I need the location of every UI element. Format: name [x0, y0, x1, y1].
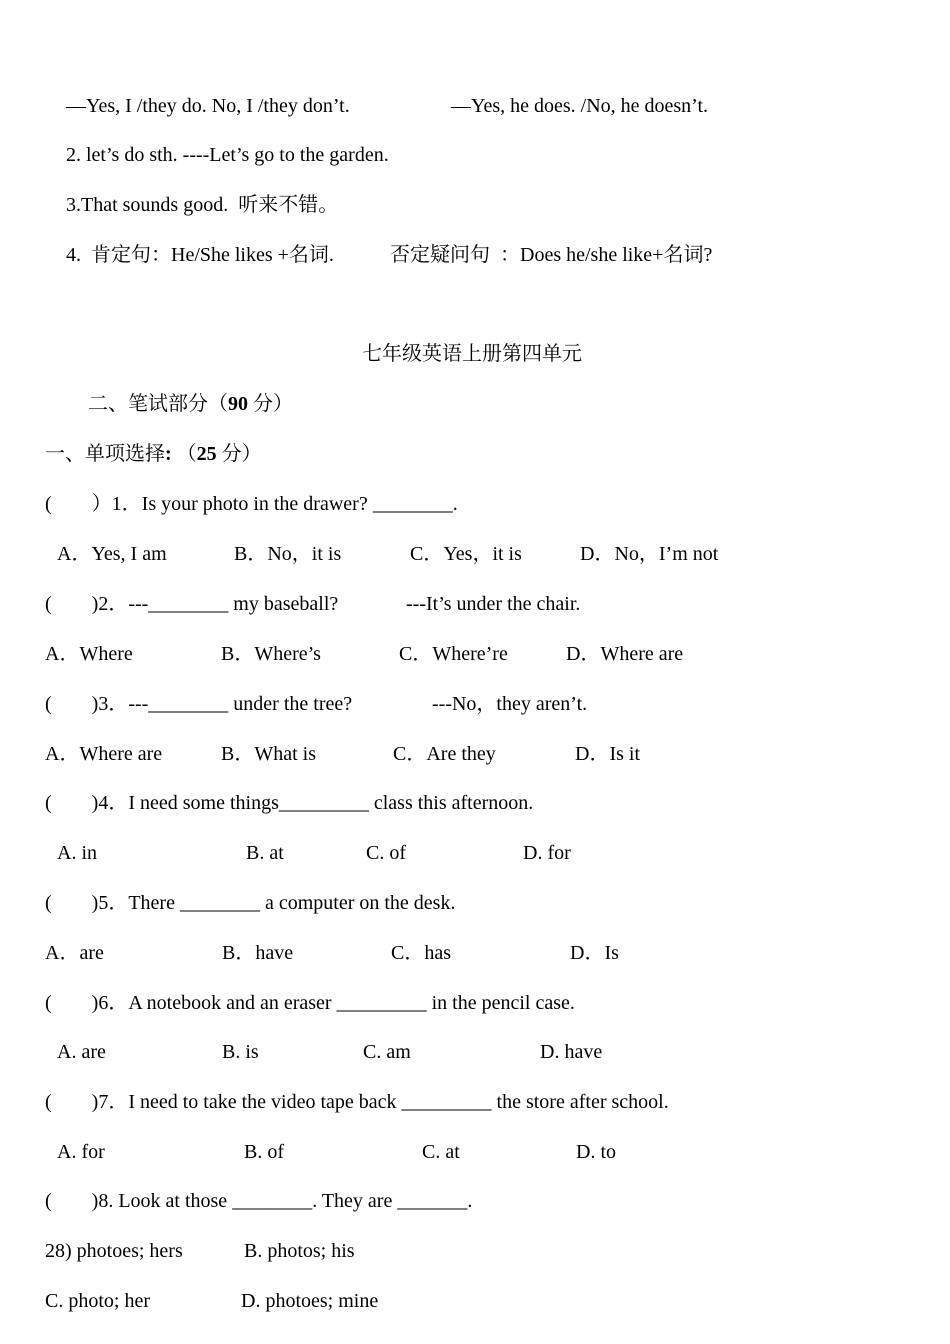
question-2-option-b: B．Where’s [221, 643, 321, 665]
question-8-option-a: 28) photoes; hers [45, 1240, 183, 1262]
question-4-option-c: C. of [366, 842, 406, 864]
question-7-stem: ( )7．I need to take the video tape back _________ the store after school. [45, 1091, 669, 1113]
question-7-option-a: A. for [57, 1141, 105, 1163]
question-5-stem: ( )5．There ________ a computer on the desk. [45, 892, 456, 914]
question-4-option-b: B. at [246, 842, 284, 864]
unit-title: 七年级英语上册第四单元 [362, 343, 582, 365]
single-choice-heading: 一、单项选择: （25 分） [45, 443, 262, 465]
question-2-stem: ( )2．---________ my baseball? [45, 593, 339, 615]
question-6-option-b: B. is [222, 1041, 259, 1063]
question-6-option-a: A. are [57, 1041, 106, 1063]
question-2-option-a: A．Where [45, 643, 133, 665]
note-line-1-left: —Yes, I /they do. No, I /they don’t. [66, 95, 350, 117]
note-line-1-right: —Yes, he does. /No, he doesn’t. [451, 95, 709, 117]
question-6-option-d: D. have [540, 1041, 603, 1063]
question-1-option-a: A．Yes, I am [57, 543, 167, 565]
question-1-option-d: D．No，I’m not [580, 543, 719, 565]
question-2-answer-hint: ---It’s under the chair. [406, 593, 581, 615]
question-6-stem: ( )6．A notebook and an eraser _________ in the pencil case. [45, 992, 575, 1014]
question-5-option-d: D．Is [570, 942, 619, 964]
written-section-heading: 二、笔试部分（90 分） [88, 393, 293, 415]
question-1-option-c: C．Yes，it is [410, 543, 522, 565]
question-4-option-d: D. for [523, 842, 571, 864]
question-3-answer-hint: ---No，they aren’t. [432, 693, 588, 715]
question-2-option-d: D．Where are [566, 643, 684, 665]
note-line-4-left: 4. 肯定句：He/She likes +名词. [66, 244, 334, 266]
question-3-option-a: A．Where are [45, 743, 163, 765]
question-8-option-d: D. photoes; mine [241, 1290, 379, 1312]
note-line-2: 2. let’s do sth. ----Let’s go to the garden. [66, 144, 389, 166]
question-3-option-c: C．Are they [393, 743, 496, 765]
question-3-option-d: D．Is it [575, 743, 640, 765]
question-5-option-b: B．have [222, 942, 294, 964]
question-5-option-a: A．are [45, 942, 104, 964]
question-7-option-c: C. at [422, 1141, 460, 1163]
note-line-3: 3.That sounds good. 听来不错。 [66, 194, 339, 216]
question-8-option-b: B. photos; his [244, 1240, 355, 1262]
question-2-option-c: C．Where’re [399, 643, 508, 665]
question-1-option-b: B．No，it is [234, 543, 342, 565]
question-6-option-c: C. am [363, 1041, 411, 1063]
question-3-stem: ( )3．---________ under the tree? [45, 693, 353, 715]
question-4-stem: ( )4．I need some things_________ class this afternoon. [45, 792, 534, 814]
question-1-stem: ( ）1．Is your photo in the drawer? ________. [45, 493, 458, 515]
question-7-option-d: D. to [576, 1141, 616, 1163]
question-8-option-c: C. photo; her [45, 1290, 150, 1312]
question-5-option-c: C．has [391, 942, 451, 964]
question-8-stem: ( )8. Look at those ________. They are _______. [45, 1190, 473, 1212]
question-3-option-b: B．What is [221, 743, 316, 765]
question-4-option-a: A. in [57, 842, 97, 864]
note-line-4-right: 否定疑问句 ：Does he/she like+名词? [390, 244, 713, 266]
question-7-option-b: B. of [244, 1141, 284, 1163]
